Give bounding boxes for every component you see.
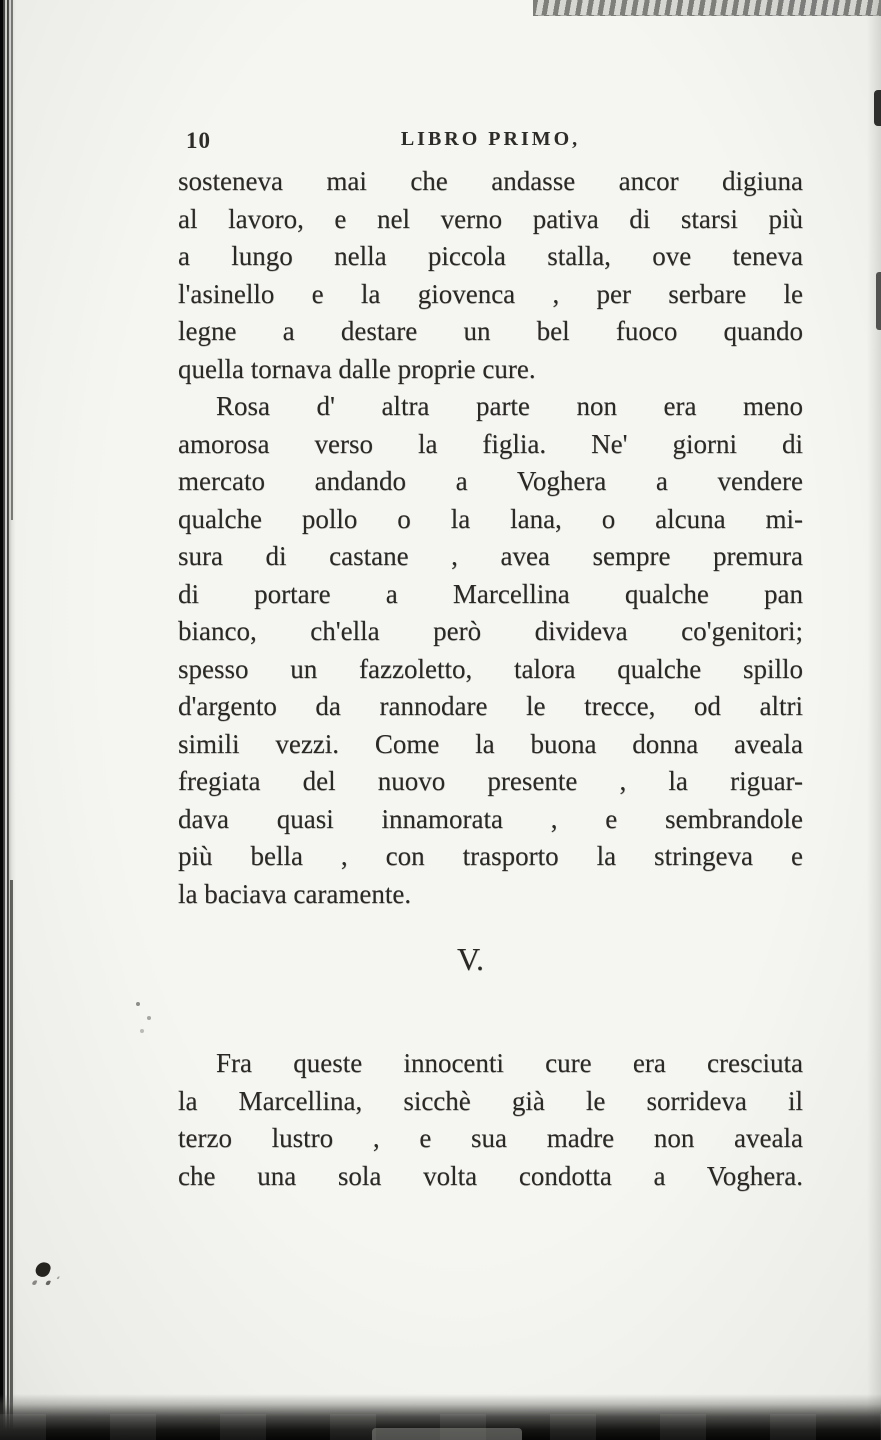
text-line: fregiata del nuovo presente , la riguar- [178,766,803,796]
text-line: amorosa verso la figlia. Ne' giorni di [178,428,803,459]
margin-specks [136,1002,140,1006]
text-line: di portare a Marcellina qualche pan [178,578,803,609]
right-edge-mark [874,90,881,126]
text-line: sura di castane , avea sempre premura [178,541,803,571]
text-line: che una sola volta condotta a Voghera. [178,1160,803,1191]
text-line: d'argento da rannodare le trecce, od altri [178,691,803,721]
text-line: Fra queste innocenti cure era cresciuta [216,1048,803,1078]
text-line: la Marcellina, sicchè già le sorrideva il [178,1085,803,1116]
text-line: l'asinello e la giovenca , per serbare le [178,278,803,309]
text-line: bianco, ch'ella però divideva co'genitori; [178,616,803,646]
text-line: più bella , con trasporto la stringeva e [178,841,803,871]
text-line: dava quasi innamorata , e sembrandole [178,803,803,834]
section-heading: V. [457,941,484,977]
text-column [178,163,803,1195]
binding-crease-top [11,0,13,520]
right-edge-mark [876,272,881,330]
text-line: al lavoro, e nel verno pativa di starsi più [178,203,803,234]
text-line: terzo lustro , e sua madre non aveala [178,1123,803,1153]
text-line: a lungo nella piccola stalla, ove teneva [178,241,803,271]
text-line: legne a destare un bel fuoco quando [178,316,803,346]
text-line: la baciava caramente. [178,878,412,909]
text-line: spesso un fazzoletto, talora qualche spillo [178,653,803,684]
text-line: mercato andando a Voghera a vendere [178,466,803,496]
text-line: Rosa d' altra parte non era meno [216,391,803,421]
bottom-edge-light-patch [372,1428,522,1440]
page-header [178,126,803,158]
right-edge-shade [867,0,881,1440]
text-line: simili vezzi. Come la buona donna aveala [178,728,803,759]
text-line: qualche pollo o la lana, o alcuna mi- [178,503,803,534]
running-header: LIBRO PRIMO, [400,128,581,150]
text-line: sosteneva mai che andasse ancor digiuna [178,166,803,196]
top-edge-smudge [533,0,881,16]
ink-blot [34,1260,52,1279]
paragraph [178,163,803,388]
paragraph [178,1045,803,1195]
paragraph [178,388,803,913]
binding-shadow [0,0,16,1440]
binding-crease-bottom [10,880,13,1440]
page-number: 10 [186,128,211,153]
text-line: quella tornava dalle proprie cure. [178,353,536,384]
